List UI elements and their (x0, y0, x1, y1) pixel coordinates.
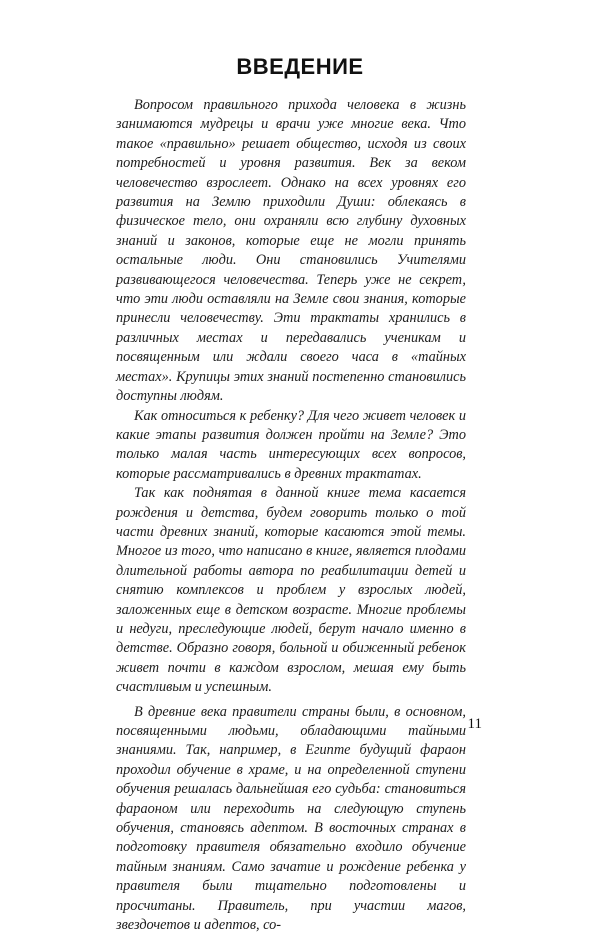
paragraph-2: Как относиться к ребенку? Для чего живет человек и какие этапы развития должен пройти на Земле? Это только малая часть интересующих всех вопросов, которые рассматривались в древних трактатах. (116, 407, 466, 482)
paragraph-1: Вопросом правильного прихода человека в жизнь занимаются мудрецы и врачи уже многие века. Что такое «правильно» решает общество, исходя из своих потребностей и уровня развития. Век за веком человечество взрослеет. Однако на всех уровнях его развития на Землю приходили Души: облекаясь в физическое тело, они охраняли всю глубину духовных знаний и законов, которые еще не могли принять остальные люди. Они становились Учителями развивающегося человечества. Теперь уже не секрет, что эти люди оставляли на Земле свои знания, которые принесли человечеству. Эти трактаты хранились в различных местах и передавались ученикам и посвященным или ждали своего часа в «тайных местах». Крупицы этих знаний постепенно становились доступны людям. (116, 97, 466, 405)
chapter-title: ВВЕДЕНИЕ (236, 54, 364, 79)
page-number: 11 (467, 716, 482, 732)
body-text (116, 96, 466, 935)
paragraph-4: В древние века правители страны были, в основном, посвященными людьми, обладающими тайными знаниями. Так, например, в Египте будущий фараон проходил обучение в храме, и на определенной ступени обучения решалась дальнейшая его судьба: становиться фараоном или переходить на следующую ступень обучения, становясь адептом. В восточных странах в подготовку правителя обязательно входило обучение тайным знаниям. Само зачатие и рождение ребенка у правителя были тщательно подготовлены и просчитаны. Правитель, при участии магов, звездочетов и адептов, со- (116, 703, 466, 934)
paragraph-3: Так как поднятая в данной книге тема касается рождения и детства, будем говорить только о той части древних знаний, которые касаются этой темы. Многое из того, что написано в книге, является плодами длительной работы автора по реабилитации детей и снятию комплексов и проблем у взрослых людей, заложенных еще в детском возрасте. Многие проблемы и недуги, преследующие людей, берут начало именно в детстве. Образно говоря, больной и обиженный ребенок живет почти в каждом взрослом, мешая ему быть счастливым и успешным. (116, 485, 466, 696)
